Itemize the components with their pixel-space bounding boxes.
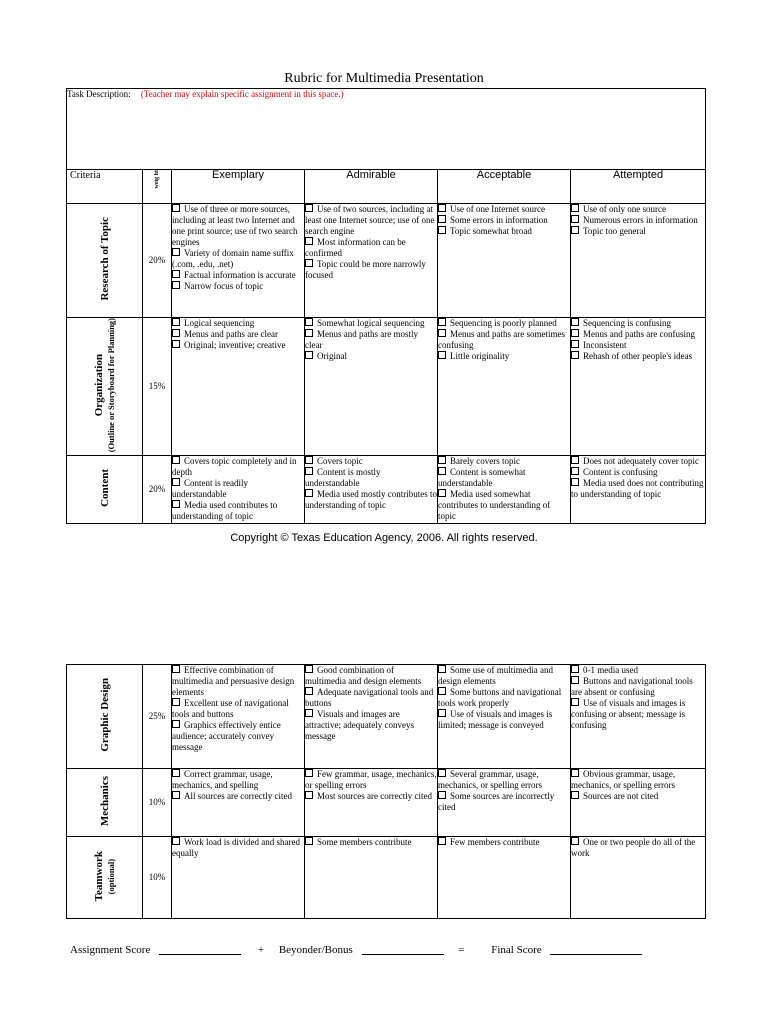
criterion-name [99,217,111,301]
rubric-cell [571,318,706,456]
rubric-item-text: Content is readily understandable [172,478,248,500]
rubric-item-text: Content is mostly understandable [305,467,381,489]
assignment-score-label: Assignment Score [70,944,151,956]
checkbox[interactable] [438,456,446,464]
rubric-item-text: Topic somewhat broad [450,226,532,236]
rubric-item [571,215,705,226]
rubric-item-text: Covers topic completely and in depth [172,456,297,478]
criterion-row [67,769,706,837]
checkbox[interactable] [172,837,180,845]
checkbox[interactable] [305,709,313,717]
rubric-item-text: Good combination of multimedia and design elements [305,665,422,686]
checkbox[interactable] [172,318,180,326]
criteria-header: Criteria [67,170,143,204]
rubric-item-text: Media used contributes to understanding of topic [172,500,278,522]
rubric-item [438,769,570,791]
rubric-cell [571,204,706,318]
rubric-item-text: Menus and paths are mostly clear [305,329,418,350]
rubric-item [438,791,570,813]
rubric-item-text: Some use of multimedia and design elements [438,665,553,686]
rubric-item [305,456,437,467]
rubric-item-text: Narrow focus of topic [184,281,264,291]
rubric-item-text: Content is somewhat understandable [438,467,526,489]
criterion-weight: 10% [143,769,172,837]
rubric-item-text: Original [317,351,347,361]
rubric-item-text: Media used does not contributing to understanding of topic [571,478,704,500]
rubric-item-text: Use of visuals and images is confusing or absent; message is confusing [571,698,686,730]
rubric-item [438,467,570,489]
rubric-item-text: Somewhat logical sequencing [317,318,425,328]
rubric-item [438,687,570,709]
checkbox[interactable] [571,318,579,326]
final-score-blank[interactable] [550,944,642,955]
criterion-subtitle: (Outline or Storyboard for Planning) [105,318,116,453]
checkbox[interactable] [305,665,313,673]
rubric-item [571,329,705,340]
checkbox[interactable] [172,270,180,278]
checkbox[interactable] [172,500,180,508]
checkbox[interactable] [305,329,313,337]
rubric-item [438,665,570,687]
rubric-item-text: Use of visuals and images is limited; message is conveyed [438,709,553,730]
rubric-item [172,478,304,500]
rubric-cell [172,204,305,318]
task-description-label: Task Description: [67,89,131,99]
checkbox[interactable] [172,698,180,706]
criterion-row [67,204,706,318]
rubric-item [438,329,570,351]
score-line [70,944,642,956]
criterion-name [99,469,111,507]
rubric-item [172,270,304,281]
checkbox[interactable] [172,204,180,212]
criterion-title: Teamwork [92,850,105,902]
rubric-item [172,329,304,340]
criterion-name [93,318,117,452]
checkbox[interactable] [438,837,446,845]
rubric-cell [438,665,571,769]
rubric-item [438,837,570,848]
rubric-item [571,478,705,500]
criterion-title: Research of Topic [98,217,111,301]
checkbox[interactable] [172,791,180,799]
checkbox[interactable] [305,237,313,245]
checkbox[interactable] [571,351,579,359]
rubric-item-text: Some errors in information [450,215,548,225]
checkbox[interactable] [172,340,180,348]
checkbox[interactable] [305,456,313,464]
level-header-attempted: Attempted [571,170,706,204]
rubric-item-text: Few grammar, usage, mechanics, or spelling errors [305,769,437,790]
task-description-note: (Teacher may explain specific assignment in this space.) [140,89,344,99]
rubric-item-text: Some members contribute [317,837,412,847]
checkbox[interactable] [438,489,446,497]
criterion-subtitle: (optional) [105,858,116,894]
checkbox[interactable] [571,215,579,223]
rubric-item-text: Use of two sources, including at least one Internet source; use of one search engine [305,204,435,236]
rubric-item [305,204,437,237]
rubric-item [438,226,570,237]
rubric-item [172,837,304,859]
rubric-item [172,665,304,698]
rubric-item-text: Use of three or more sources, including at least two Internet and one print source; use of two search engines [172,204,298,247]
rubric-item [571,340,705,351]
rubric-cell [305,769,438,837]
level-header-admirable: Admirable [305,170,438,204]
rubric-item-text: Sequencing is confusing [583,318,671,328]
criterion-name-cell [67,456,143,524]
weight-header-text: weig ht [154,170,160,189]
criterion-title: Mechanics [98,775,111,827]
checkbox[interactable] [172,329,180,337]
level-header-acceptable: Acceptable [438,170,571,204]
checkbox[interactable] [438,467,446,475]
rubric-item-text: Original; inventive; creative [184,340,286,350]
checkbox[interactable] [172,478,180,486]
rubric-item-text: Rehash of other people's ideas [583,351,693,361]
rubric-item-text: Topic could be more narrowly focused [305,259,426,280]
rubric-item [571,467,705,478]
checkbox[interactable] [571,665,579,673]
rubric-item-text: Covers topic [317,456,363,467]
rubric-item [438,351,570,362]
rubric-item-text: Media used somewhat contributes to understanding of topic [438,489,551,522]
rubric-cell [438,204,571,318]
checkbox[interactable] [571,478,579,486]
page-title: Rubric for Multimedia Presentation [284,71,484,86]
level-header-exemplary: Exemplary [172,170,305,204]
rubric-item [571,837,705,859]
checkbox[interactable] [172,720,180,728]
checkbox[interactable] [571,837,579,845]
rubric-item [438,489,570,522]
rubric-item-text: 0-1 media used [583,665,638,675]
rubric-item [305,687,437,709]
rubric-item [305,237,437,259]
rubric-item-text: Graphics effectively entice audience; accurately convey message [172,720,281,752]
criterion-title: Organization [92,353,105,417]
criterion-weight: 15% [143,318,172,456]
rubric-item [172,500,304,522]
rubric-item-text: Logical sequencing [184,318,255,328]
task-description-row [67,89,706,170]
rubric-item-text: Media used mostly contributes to understanding of topic [305,489,437,511]
rubric-item [305,318,437,329]
rubric-item-text: Menus and paths are clear [184,329,278,339]
criterion-weight: 20% [143,456,172,524]
final-score-label: Final Score [491,944,542,956]
criterion-row [67,665,706,769]
rubric-item [571,676,705,698]
rubric-cell [305,456,438,524]
rubric-item-text: Inconsistent [583,340,627,350]
rubric-item-text: Topic too general [583,226,646,236]
criterion-row [67,318,706,456]
rubric-cell [438,456,571,524]
rubric-item-text: Most information can be confirmed [305,237,406,258]
rubric-item [172,769,304,791]
rubric-item [172,720,304,753]
rubric-cell [172,318,305,456]
rubric-item [571,318,705,329]
rubric-item [571,456,705,467]
rubric-item [305,791,437,802]
rubric-table-bottom [66,664,706,919]
criterion-title: Graphic Design [98,678,111,752]
checkbox[interactable] [571,698,579,706]
checkbox[interactable] [571,329,579,337]
rubric-item-text: Little originality [450,351,510,361]
checkbox[interactable] [571,676,579,684]
criterion-name-cell [67,665,143,769]
rubric-item-text: Barely covers topic [450,456,520,467]
criterion-name-cell [67,769,143,837]
rubric-item [172,281,304,292]
rubric-cell [571,665,706,769]
checkbox[interactable] [305,791,313,799]
plus-sign: + [257,944,265,956]
rubric-item-text: Several grammar, usage, mechanics, or spelling errors [438,769,542,790]
rubric-cell [305,837,438,919]
rubric-item-text: Factual information is accurate [184,270,296,280]
checkbox[interactable] [438,709,446,717]
criterion-title: Content [98,469,111,508]
checkbox[interactable] [571,456,579,464]
rubric-item [305,259,437,281]
rubric-item-text: Variety of domain name suffix (.com, .edu, .net) [172,248,294,269]
rubric-item [438,215,570,226]
rubric-cell [172,665,305,769]
rubric-item [571,665,705,676]
rubric-item [438,204,570,215]
rubric-item [571,204,705,215]
criterion-weight: 20% [143,204,172,318]
rubric-item [571,769,705,791]
rubric-item [438,709,570,731]
checkbox[interactable] [305,837,313,845]
header-row [67,170,706,204]
checkbox[interactable] [438,665,446,673]
checkbox[interactable] [172,456,180,464]
criterion-name [93,851,117,901]
checkbox[interactable] [438,226,446,234]
checkbox[interactable] [172,665,180,673]
rubric-item-text: Does not adequately cover topic [583,456,699,467]
rubric-item [438,318,570,329]
checkbox[interactable] [571,769,579,777]
rubric-item [305,467,437,489]
rubric-item [571,698,705,731]
checkbox[interactable] [172,769,180,777]
rubric-item [305,837,437,848]
rubric-item-text: One or two people do all of the work [571,837,696,858]
checkbox[interactable] [305,687,313,695]
checkbox[interactable] [305,259,313,267]
checkbox[interactable] [305,489,313,497]
rubric-item-text: Most sources are correctly cited [317,791,432,801]
rubric-cell [571,837,706,919]
rubric-item-text: Work load is divided and shared equally [172,837,300,858]
bonus-score-blank[interactable] [362,944,444,955]
rubric-item [305,351,437,362]
rubric-cell [172,769,305,837]
criterion-weight: 10% [143,837,172,919]
rubric-item [305,769,437,791]
criterion-name-cell [67,318,143,456]
rubric-item [305,665,437,687]
rubric-item [305,709,437,742]
rubric-table-top [66,88,706,524]
checkbox[interactable] [305,467,313,475]
checkbox[interactable] [305,204,313,212]
rubric-item-text: Numerous errors in information [583,215,698,225]
criterion-weight: 25% [143,665,172,769]
rubric-item [305,489,437,511]
rubric-cell [305,665,438,769]
checkbox[interactable] [438,351,446,359]
criterion-name-cell [67,837,143,919]
checkbox[interactable] [305,318,313,326]
rubric-item-text: Menus and paths are confusing [583,329,695,339]
rubric-item [172,456,304,478]
weight-header [143,170,172,204]
rubric-item-text: Menus and paths are sometimes confusing [438,329,565,350]
rubric-item [305,329,437,351]
rubric-item-text: Correct grammar, usage, mechanics, and spelling [172,769,273,790]
rubric-item-text: Some buttons and navigational tools work properly [438,687,562,708]
checkbox[interactable] [438,769,446,777]
rubric-item-text: Effective combination of multimedia and persuasive design elements [172,665,295,697]
criterion-name [99,678,111,752]
checkbox[interactable] [438,329,446,337]
rubric-item-text: Visuals and images are attractive; adequately conveys message [305,709,414,741]
equals-sign: = [458,944,465,956]
rubric-item [571,226,705,237]
checkbox[interactable] [571,467,579,475]
rubric-item-text: All sources are correctly cited [184,791,292,801]
rubric-item [571,791,705,802]
rubric-cell [172,837,305,919]
criterion-name [99,776,111,826]
bonus-label: Beyonder/Bonus [278,944,353,956]
rubric-item-text: Excellent use of navigational tools and buttons [172,698,289,719]
checkbox[interactable] [571,226,579,234]
rubric-cell [438,769,571,837]
rubric-item-text: Sources are not cited [583,791,659,801]
criterion-row [67,456,706,524]
checkbox[interactable] [438,791,446,799]
checkbox[interactable] [438,204,446,212]
checkbox[interactable] [571,791,579,799]
checkbox[interactable] [571,340,579,348]
rubric-item [172,248,304,270]
rubric-cell [305,318,438,456]
rubric-item [172,791,304,802]
checkbox[interactable] [438,318,446,326]
rubric-item-text: Few members contribute [450,837,540,847]
rubric-item-text: Some sources are incorrectly cited [438,791,555,812]
rubric-item [172,340,304,351]
checkbox[interactable] [438,687,446,695]
rubric-item-text: Obvious grammar, usage, mechanics, or spelling errors [571,769,676,790]
rubric-item [172,204,304,248]
rubric-item [571,351,705,362]
rubric-cell [172,456,305,524]
rubric-cell [438,837,571,919]
rubric-cell [438,318,571,456]
checkbox[interactable] [172,281,180,289]
criterion-name-cell [67,204,143,318]
rubric-item-text: Buttons and navigational tools are absent or confusing [571,676,693,697]
criterion-row [67,837,706,919]
checkbox[interactable] [172,248,180,256]
assignment-score-blank[interactable] [159,944,241,955]
copyright-notice: Copyright © Texas Education Agency, 2006. All rights reserved. [230,532,538,544]
rubric-item-text: Use of only one source [583,204,666,214]
rubric-item [438,456,570,467]
rubric-item-text: Content is confusing [583,467,658,478]
rubric-item-text: Sequencing is poorly planned [450,318,557,328]
rubric-item-text: Adequate navigational tools and buttons [305,687,434,708]
rubric-cell [305,204,438,318]
rubric-item [172,698,304,720]
rubric-cell [571,769,706,837]
checkbox[interactable] [305,769,313,777]
task-description-cell[interactable] [67,89,706,170]
rubric-cell [571,456,706,524]
checkbox[interactable] [571,204,579,212]
checkbox[interactable] [305,351,313,359]
rubric-item [172,318,304,329]
rubric-item-text: Use of one Internet source [450,204,545,214]
checkbox[interactable] [438,215,446,223]
